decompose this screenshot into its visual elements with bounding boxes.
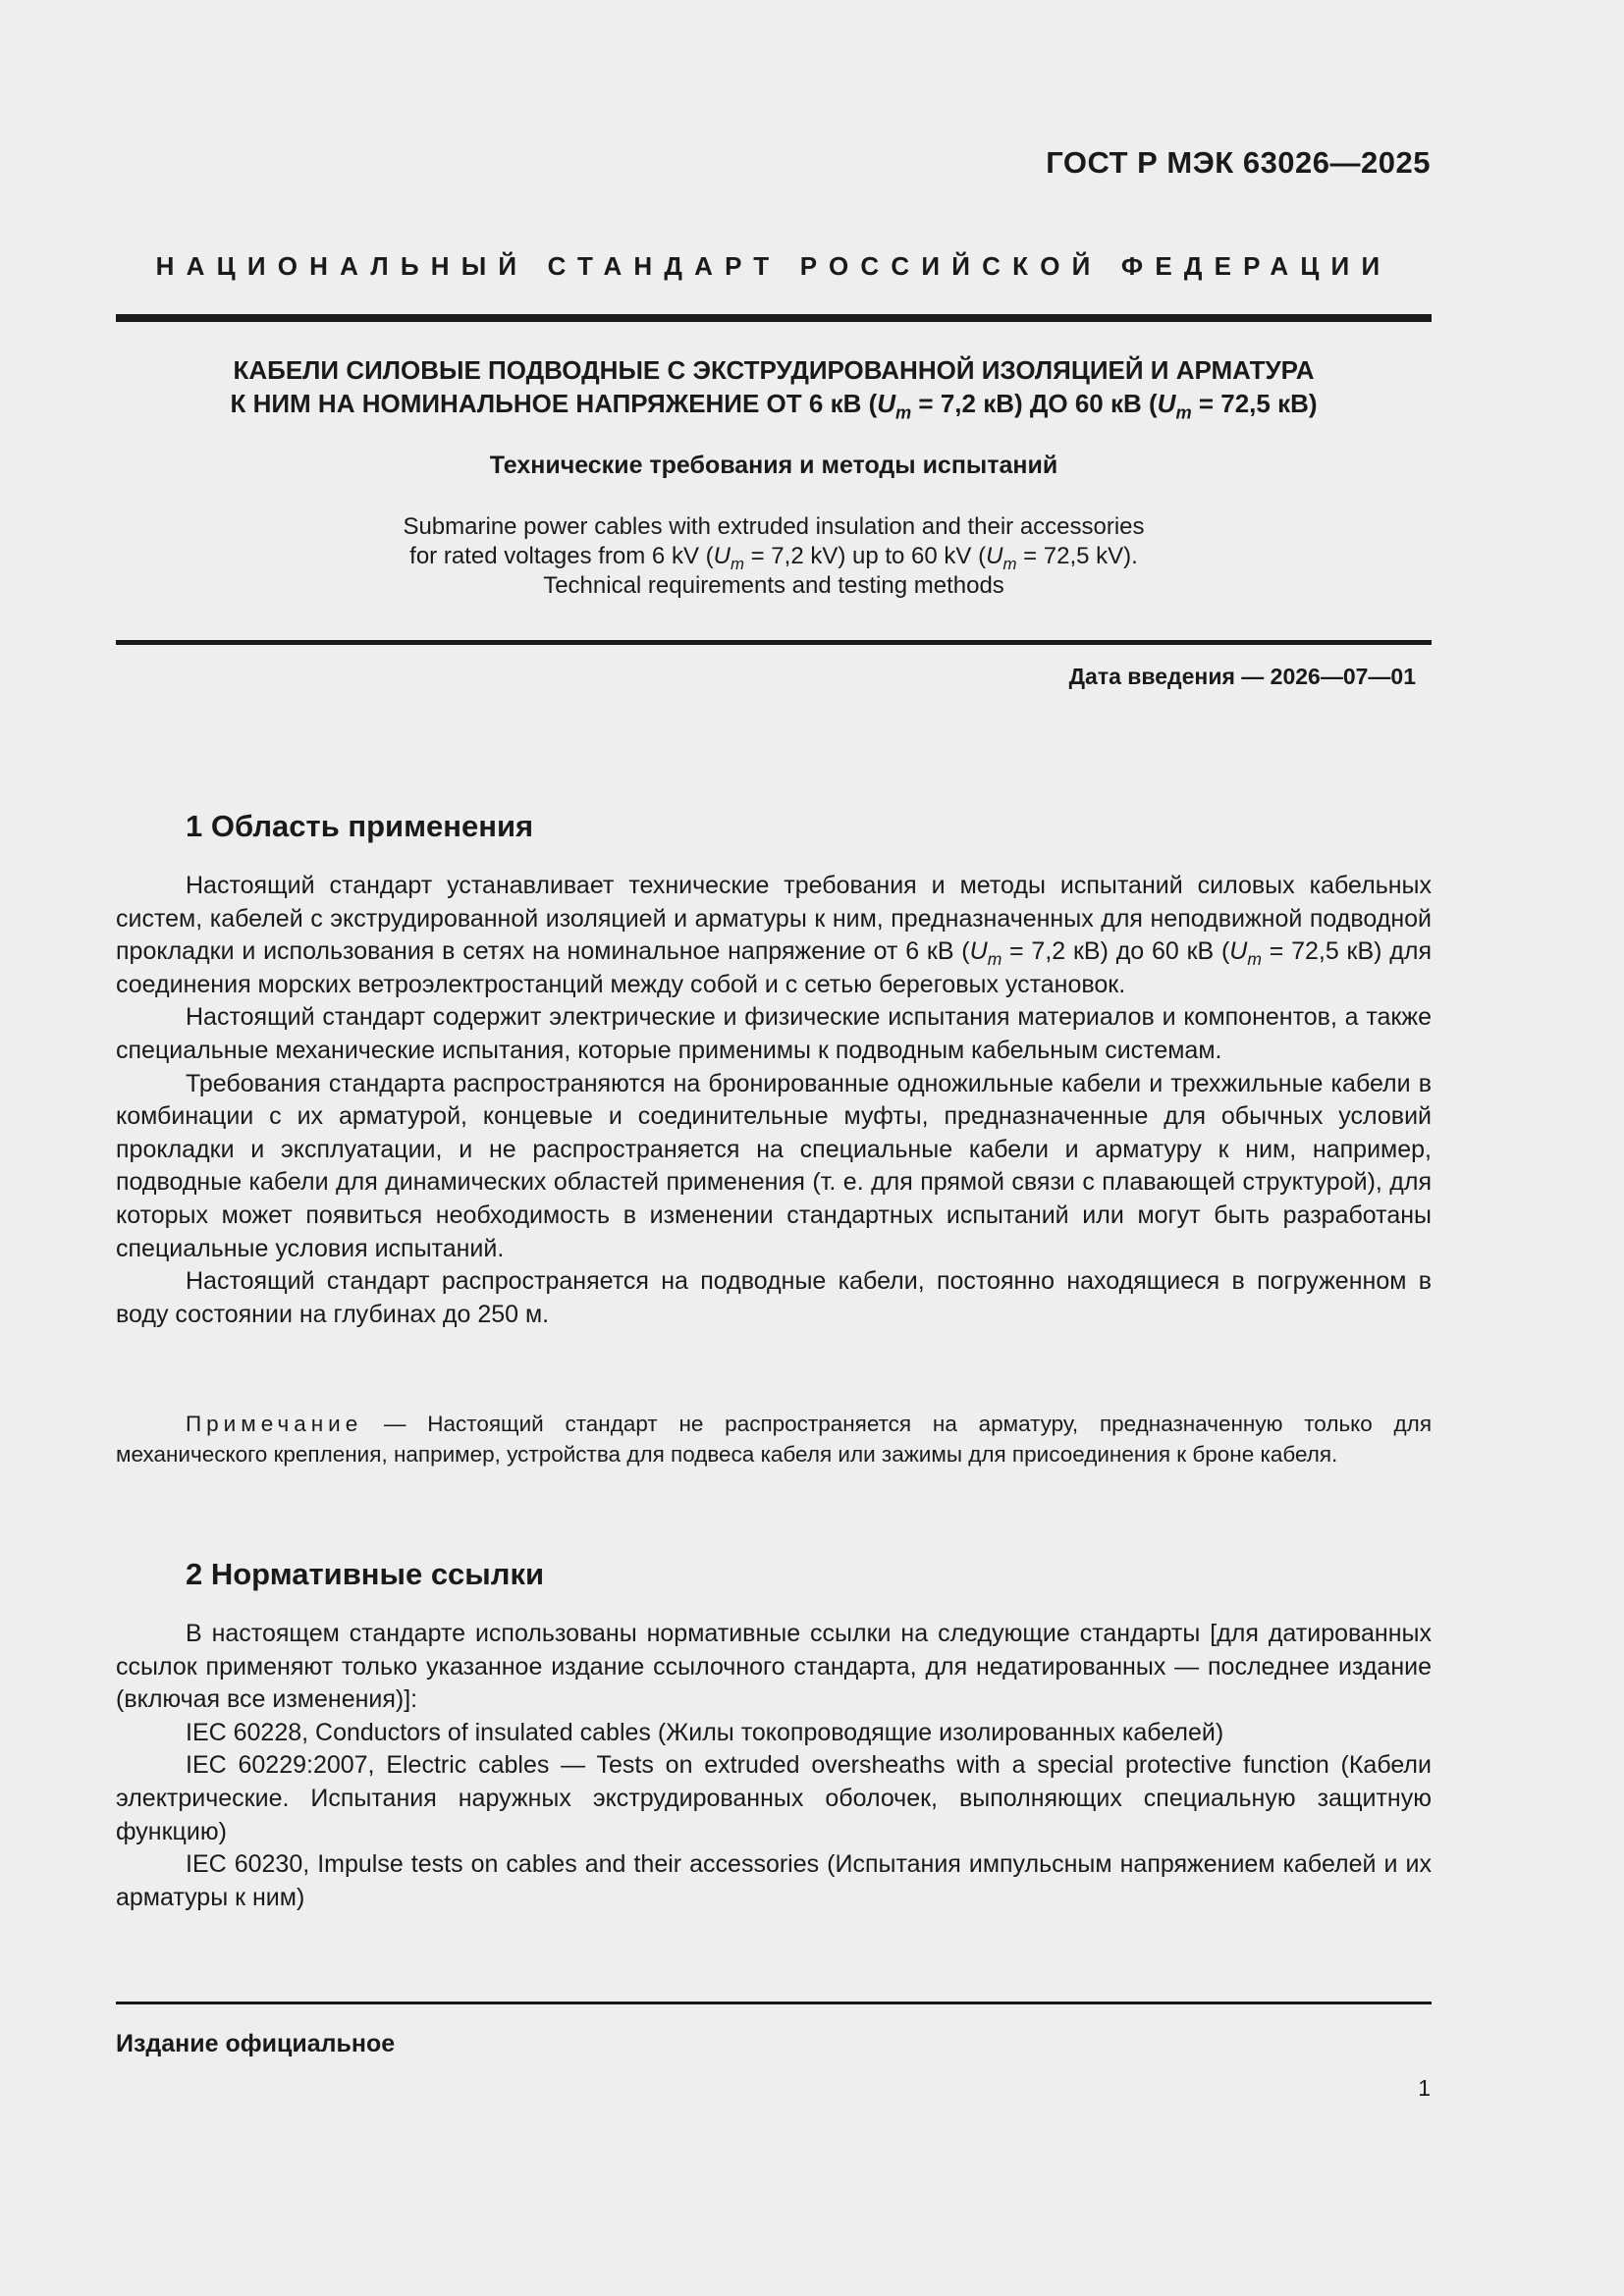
section-1-paragraph-2: Настоящий стандарт содержит электрические и физические испытания материалов и компонентов, а также специальные механические испытания, которые применимы к подводным кабельным системам.	[116, 1003, 1432, 1064]
official-edition-label: Издание официальное	[116, 2030, 396, 2057]
title-english	[116, 512, 1432, 601]
standard-id: ГОСТ Р МЭК 63026—2025	[1046, 145, 1431, 180]
title-russian	[116, 353, 1432, 423]
title-en-line-3: Technical requirements and testing methods	[543, 572, 1004, 599]
title-ru-line-2: К НИМ НА НОМИНАЛЬНОЕ НАПРЯЖЕНИЕ ОТ 6 кВ ($U_m = 7,2$ кВ) ДО 60 кВ ($U_m = 72,5$ кВ)	[230, 389, 1318, 423]
normative-reference-item: IEC 60229:2007, Electric cables — Tests on extruded oversheaths with a special protective function (Кабели электрические. Испытания наружных экструдированных оболочек, выполняющих специальную защитную функцию)	[116, 1751, 1432, 1845]
national-standard-banner: НАЦИОНАЛЬНЫЙ СТАНДАРТ РОССИЙСКОЙ ФЕДЕРАЦИИ	[155, 251, 1392, 281]
footer-divider	[116, 2002, 1432, 2004]
section-1-paragraph-3: Требования стандарта распространяются на бронированные одножильные кабели и трехжильные кабели в комбинации с их арматурой, концевые и соединительные муфты, предназначенные для обычных условий прокладки и эксплуатации, и не распространяется на специальные кабели и арматуру к ним, например, подводные кабели для динамических областей применения (т. е. для прямой связи с плавающей структурой), для которых может появиться необходимость в изменении стандартных испытаний или могут быть разработаны специальные условия испытаний.	[116, 1069, 1432, 1262]
page-number: 1	[1418, 2075, 1431, 2101]
note-text: — Настоящий стандарт не распространяется на арматуру, предназначенную только для механического крепления, например, устройства для подвеса кабеля или зажимы для присоединения к броне кабеля.	[116, 1412, 1432, 1467]
title-ru-line-1: КАБЕЛИ СИЛОВЫЕ ПОДВОДНЫЕ С ЭКСТРУДИРОВАННОЙ ИЗОЛЯЦИЕЙ И АРМАТУРА	[233, 355, 1315, 385]
introduction-date: Дата введения — 2026—07—01	[1068, 664, 1416, 689]
header-divider	[116, 314, 1432, 322]
normative-reference-item: IEC 60228, Conductors of insulated cables (Жилы токопроводящие изолированных кабелей)	[186, 1718, 1224, 1746]
section-1-paragraph-1: Настоящий стандарт устанавливает технические требования и методы испытаний силовых кабельных систем, кабелей с экструдированной изоляцией и арматуры к ним, предназначенных для неподвижной подводной прокладки и использования в сетях на номинальное напряжение от 6 кВ ($U_m = 7,2$ кВ) до 60 кВ ($U_m = 72,5$ кВ) для соединения морских ветроэлектростанций между собой и с сетью береговых установок.	[116, 872, 1432, 998]
section-1-note	[116, 1410, 1432, 1469]
title-en-line-1: Submarine power cables with extruded insulation and their accessories	[403, 513, 1145, 540]
section-1-body	[116, 870, 1432, 1331]
normative-reference-item: IEC 60230, Impulse tests on cables and their accessories (Испытания импульсным напряжением кабелей и их арматуры к ним)	[116, 1850, 1432, 1911]
section-2-heading: 2 Нормативные ссылки	[186, 1557, 545, 1591]
title-divider	[116, 640, 1432, 645]
title-en-line-2: for rated voltages from 6 kV ($U_m = 7,2$ kV) up to 60 kV ($U_m = 72,5$ kV).	[409, 543, 1138, 573]
note-label: Примечание	[186, 1412, 363, 1436]
section-2-body	[116, 1618, 1432, 1914]
section-1-heading: 1 Область применения	[186, 809, 534, 843]
section-2-paragraph-1: В настоящем стандарте использованы нормативные ссылки на следующие стандарты [для датированных ссылок применяют только указанное издание ссылочного стандарта, для недатированных — последнее издание (включая все изменения)]:	[116, 1620, 1432, 1714]
subtitle-russian: Технические требования и методы испытаний	[489, 452, 1058, 479]
section-1-paragraph-4: Настоящий стандарт распространяется на подводные кабели, постоянно находящиеся в погруженном в воду состоянии на глубинах до 250 м.	[116, 1267, 1432, 1328]
